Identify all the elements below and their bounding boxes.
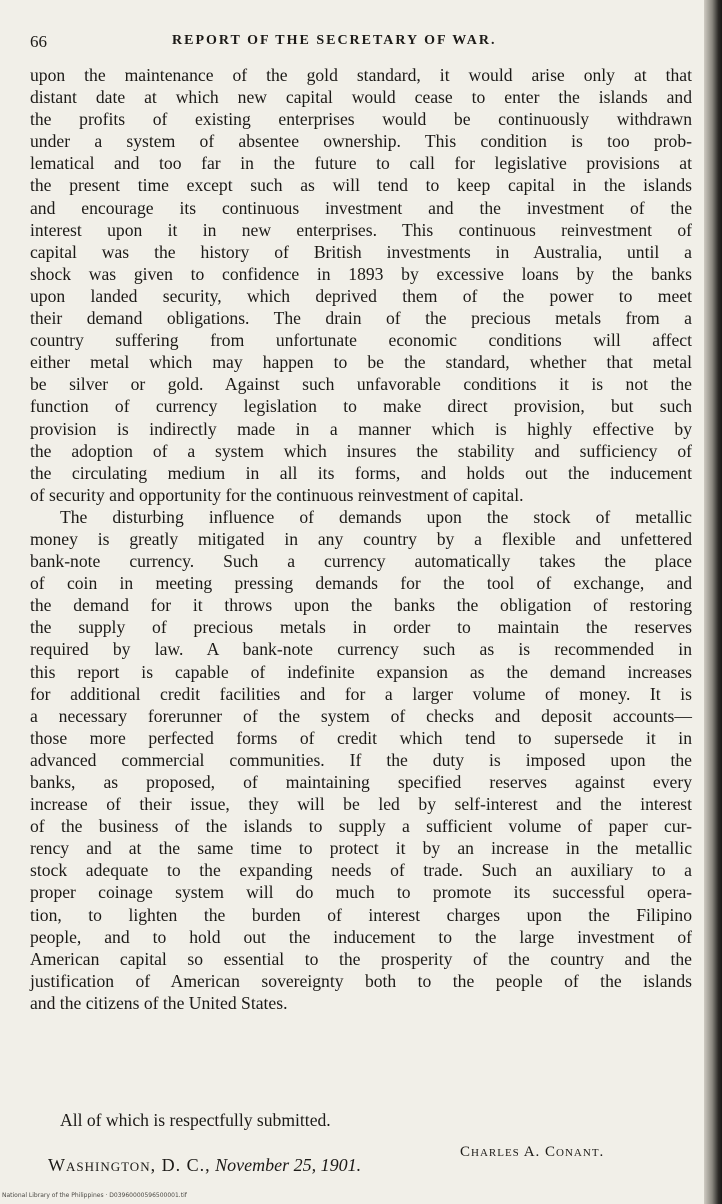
text-line: be silver or gold. Against such unfavorable conditions it is not the — [30, 374, 692, 395]
text-line: the profits of existing enterprises would be continuously withdrawn — [30, 109, 692, 130]
text-line: lematical and too far in the future to call for legislative provisions at — [30, 153, 692, 174]
text-line: the demand for it throws upon the banks the obligation of restoring — [30, 595, 692, 616]
text-line: their demand obligations. The drain of the precious metals from a — [30, 308, 692, 329]
place-name: Washington, D. C., — [48, 1155, 211, 1175]
paragraph — [30, 506, 692, 1014]
text-line: of the business of the islands to supply a sufficient volume of paper cur- — [30, 816, 692, 837]
text-line: bank-note currency. Such a currency automatically takes the place — [30, 551, 692, 572]
text-line: of coin in meeting pressing demands for the tool of exchange, and — [30, 573, 692, 594]
page-number: 66 — [30, 32, 47, 51]
text-line: the circulating medium in all its forms, and holds out the inducement — [30, 462, 692, 483]
text-line: rency and at the same time to protect it by an increase in the metallic — [30, 838, 692, 859]
text-line: stock adequate to the expanding needs of trade. Such an auxiliary to a — [30, 860, 692, 881]
text-line: the adoption of a system which insures the stability and sufficiency of — [30, 440, 692, 461]
place-date — [48, 1155, 361, 1176]
text-line: provision is indirectly made in a manner which is highly effective by — [30, 418, 692, 439]
text-line: under a system of absentee ownership. This condition is too prob- — [30, 131, 692, 152]
text-line: advanced commercial communities. If the duty is imposed upon the — [30, 749, 692, 770]
text-line: proper coinage system will do much to promote its successful opera- — [30, 882, 692, 903]
text-line: the supply of precious metals in order to maintain the reserves — [30, 617, 692, 638]
text-line: interest upon it in new enterprises. This continuous reinvestment of — [30, 219, 692, 240]
text-line: and encourage its continuous investment and the investment of the — [30, 197, 692, 218]
date: November 25, 1901. — [215, 1155, 362, 1175]
signature: Charles A. Conant. — [460, 1144, 605, 1160]
text-line: distant date at which new capital would cease to enter the islands and — [30, 87, 692, 108]
text-line: capital was the history of British investments in Australia, until a — [30, 241, 692, 262]
text-line: people, and to hold out the inducement to the large investment of — [30, 926, 692, 947]
scan-credit: National Library of the Philippines · D03960000596500001.tif — [2, 1192, 187, 1199]
text-line: function of currency legislation to make direct provision, but such — [30, 396, 692, 417]
running-head-title: REPORT OF THE SECRETARY OF WAR. — [172, 33, 497, 48]
text-line: American capital so essential to the prosperity of the country and the — [30, 948, 692, 969]
text-line: of security and opportunity for the continuous reinvestment of capital. — [30, 484, 524, 505]
body-text — [30, 64, 692, 1014]
text-line: those more perfected forms of credit which tend to supersede it in — [30, 727, 692, 748]
text-line: a necessary forerunner of the system of checks and deposit accounts— — [30, 705, 692, 726]
text-line: and the citizens of the United States. — [30, 992, 288, 1013]
text-line: the present time except such as will tend to keep capital in the islands — [30, 175, 692, 196]
closing-line: All of which is respectfully submitted. — [60, 1110, 331, 1130]
text-line: The disturbing influence of demands upon the stock of metallic — [60, 506, 692, 527]
text-line: required by law. A bank-note currency such as is recommended in — [30, 639, 692, 660]
text-line: country suffering from unfortunate economic conditions will affect — [30, 330, 692, 351]
text-line: shock was given to confidence in 1893 by excessive loans by the banks — [30, 263, 692, 284]
text-line: upon the maintenance of the gold standard, it would arise only at that — [30, 65, 692, 85]
text-line: this report is capable of indefinite expansion as the demand increases — [30, 661, 692, 682]
text-line: banks, as proposed, of maintaining specified reserves against every — [30, 772, 692, 792]
text-line: upon landed security, which deprived them of the power to meet — [30, 285, 692, 306]
paragraph — [30, 64, 692, 506]
text-line: money is greatly mitigated in any country by a flexible and unfettered — [30, 528, 692, 549]
text-line: tion, to lighten the burden of interest charges upon the Filipino — [30, 904, 692, 925]
text-line: justification of American sovereignty both to the people of the islands — [30, 970, 692, 991]
text-line: for additional credit facilities and for a larger volume of money. It is — [30, 683, 692, 704]
text-line: increase of their issue, they will be led by self-interest and the interest — [30, 794, 692, 815]
text-line: either metal which may happen to be the standard, whether that metal — [30, 352, 692, 373]
page-edge-shadow — [704, 0, 722, 1204]
